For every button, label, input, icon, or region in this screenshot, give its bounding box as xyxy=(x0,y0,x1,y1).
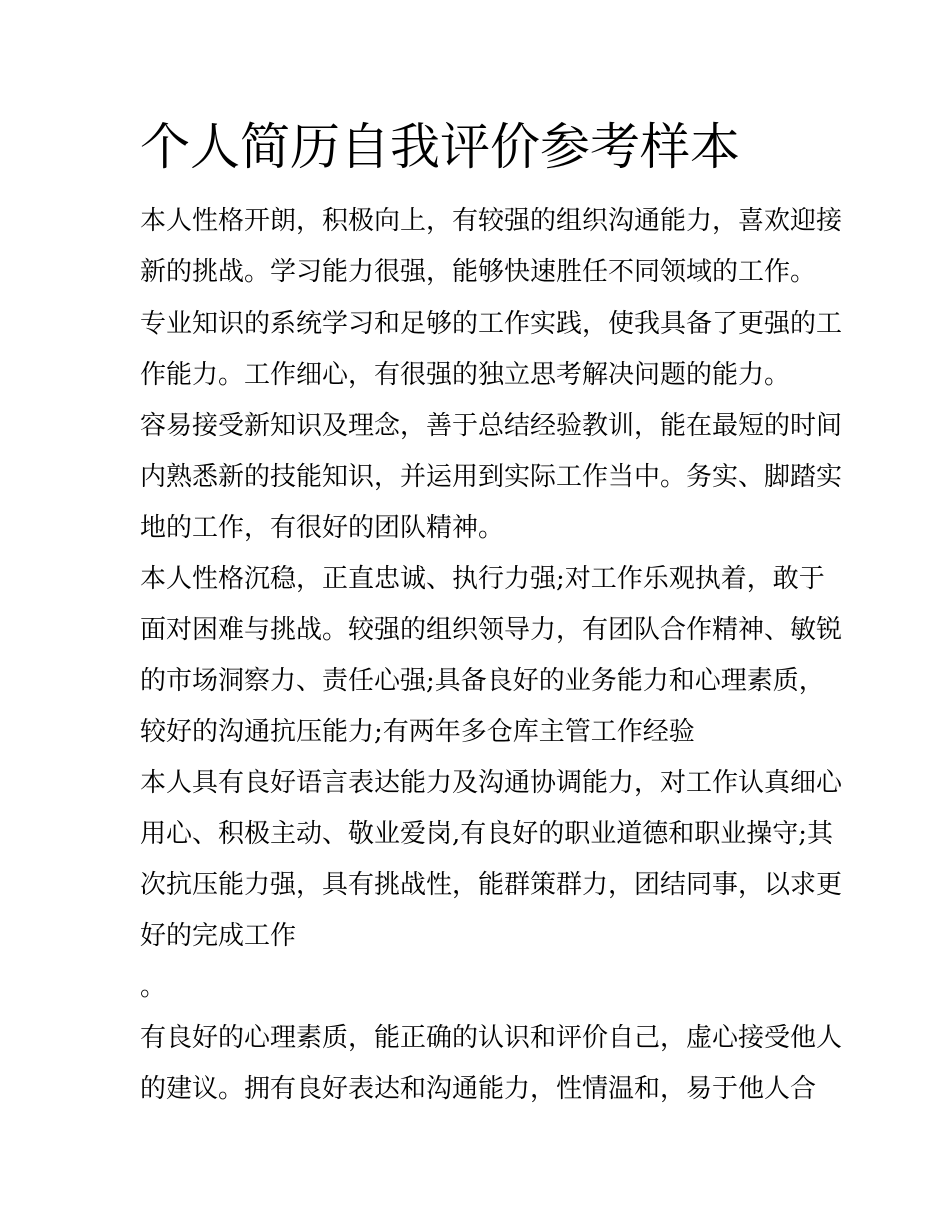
body-text-line: 。 xyxy=(140,972,167,1002)
body-text-line: 本人性格沉稳，正直忠诚、执行力强;对工作乐观执着，敢于 xyxy=(140,564,825,594)
body-text-line: 用心、积极主动、敬业爱岗,有良好的职业道德和职业操守;其 xyxy=(140,819,834,849)
body-text-line: 的建议。拥有良好表达和沟通能力，性情温和，易于他人合 xyxy=(140,1074,817,1104)
body-text-line: 好的完成工作 xyxy=(140,921,297,951)
body-text-line: 本人性格开朗，积极向上，有较强的组织沟通能力，喜欢迎接 xyxy=(140,206,843,236)
body-text-line: 面对困难与挑战。较强的组织领导力，有团队合作精神、敏锐 xyxy=(140,615,843,645)
body-text-line: 内熟悉新的技能知识，并运用到实际工作当中。务实、脚踏实 xyxy=(140,462,843,492)
page-title: 个人简历自我评价参考样本 xyxy=(140,118,740,176)
body-text-line: 较好的沟通抗压能力;有两年多仓库主管工作经验 xyxy=(140,717,695,747)
body-text-line: 容易接受新知识及理念，善于总结经验教训，能在最短的时间 xyxy=(140,411,843,441)
body-text-line: 的市场洞察力、责任心强;具备良好的业务能力和心理素质， xyxy=(140,666,825,696)
body-text-line: 新的挑战。学习能力很强，能够快速胜任不同领域的工作。 xyxy=(140,257,817,287)
body-text-line: 有良好的心理素质，能正确的认识和评价自己，虚心接受他人 xyxy=(140,1023,843,1053)
body-text-line: 作能力。工作细心，有很强的独立思考解决问题的能力。 xyxy=(140,360,791,390)
body-text-line: 地的工作，有很好的团队精神。 xyxy=(140,513,505,543)
body-text-line: 次抗压能力强，具有挑战性，能群策群力，团结同事，以求更 xyxy=(140,870,843,900)
body-text-line: 专业知识的系统学习和足够的工作实践，使我具备了更强的工 xyxy=(140,309,843,339)
body-text-line: 本人具有良好语言表达能力及沟通协调能力，对工作认真细心 xyxy=(140,768,843,798)
